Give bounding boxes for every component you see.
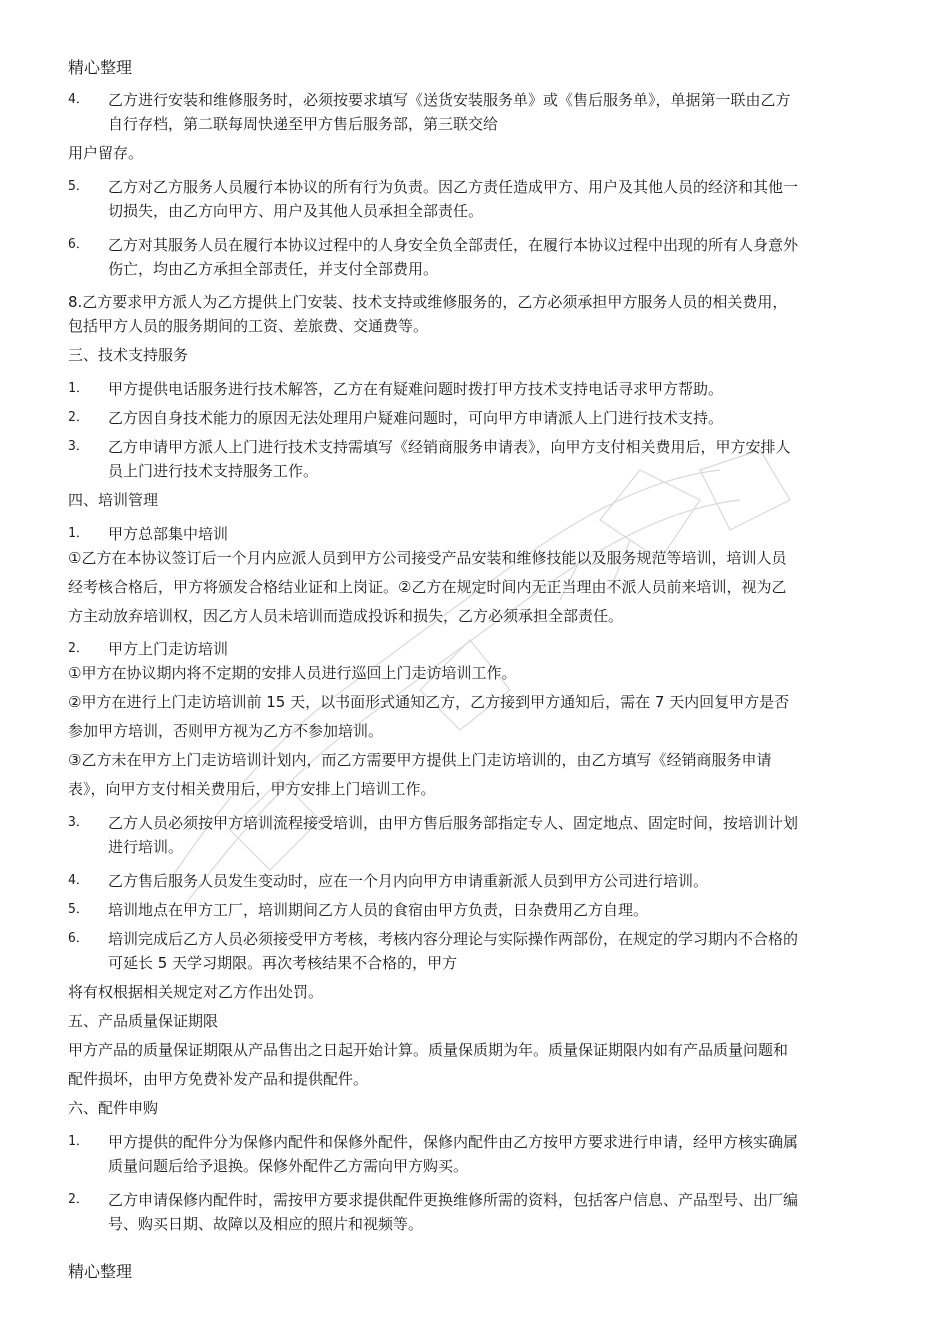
section-heading: 四、培训管理 (68, 491, 159, 509)
list-number: 1． (68, 381, 89, 396)
list-item-text: 培训地点在甲方工厂，培训期间乙方人员的食宿由甲方负责，日杂费用乙方自理。 (108, 901, 649, 919)
list-number: 2． (68, 641, 89, 656)
paragraph-text: 表》，向甲方支付相关费用后，甲方安排上门培训工作。 (68, 780, 436, 798)
list-item-text: 乙方售后服务人员发生变动时，应在一个月内向甲方申请重新派人员到甲方公司进行培训。 (108, 872, 709, 890)
list-item-text: 培训完成后乙方人员必须接受甲方考核，考核内容分理论与实际操作两部份，在规定的学习期内不合格的 (108, 930, 799, 948)
list-item-text: 乙方申请甲方派人上门进行技术支持需填写《经销商服务申请表》，向甲方支付相关费用后，甲方安排人 (108, 438, 791, 456)
list-item-text: 乙方对乙方服务人员履行本协议的所有行为负责。因乙方责任造成甲方、用户及其他人员的经济和其他一 (108, 178, 799, 196)
list-number: 4． (68, 873, 89, 888)
paragraph-text: 参加甲方培训，否则甲方视为乙方不参加培训。 (68, 722, 384, 740)
list-item-text: 员上门进行技术支持服务工作。 (108, 462, 319, 480)
list-number: 1． (68, 526, 89, 541)
list-item-text: 号、购买日期、故障以及相应的照片和视频等。 (108, 1215, 424, 1233)
list-item-text: 可延长 5 天学习期限。再次考核结果不合格的，甲方 (108, 954, 458, 972)
list-item-text: 乙方对其服务人员在履行本协议过程中的人身安全负全部责任，在履行本协议过程中出现的所有人身意外 (108, 236, 799, 254)
list-number: 2． (68, 410, 89, 425)
paragraph-text: 将有权根据相关规定对乙方作出处罚。 (68, 983, 324, 1001)
paragraph-text: 包括甲方人员的服务期间的工资、差旅费、交通费等。 (68, 317, 429, 335)
list-item-text: 乙方进行安装和维修服务时，必须按要求填写《送货安装服务单》或《售后服务单》，单据第一联由乙方 (108, 91, 791, 109)
list-number: 5． (68, 179, 89, 194)
list-number: 4． (68, 92, 89, 107)
list-item-text: 甲方总部集中培训 (108, 525, 229, 543)
paragraph-text: 8.乙方要求甲方派人为乙方提供上门安装、技术支持或维修服务的，乙方必须承担甲方服务人员的相关费用， (68, 293, 788, 311)
list-number: 1． (68, 1134, 89, 1149)
list-number: 3． (68, 815, 89, 830)
list-item-text: 甲方提供的配件分为保修内配件和保修外配件，保修内配件由乙方按甲方要求进行申请，经甲方核实确属 (108, 1133, 799, 1151)
list-item-text: 伤亡，均由乙方承担全部责任，并支付全部费用。 (108, 260, 439, 278)
list-number: 6． (68, 931, 89, 946)
paragraph-text: ②甲方在进行上门走访培训前 15 天，以书面形式通知乙方，乙方接到甲方通知后，需在 7 天内回复甲方是否 (68, 693, 790, 711)
page-footer: 精心整理 (68, 1262, 133, 1281)
list-number: 5． (68, 902, 89, 917)
paragraph-text: ①甲方在协议期内将不定期的安排人员进行巡回上门走访培训工作。 (68, 664, 517, 682)
paragraph-text: 配件损坏，由甲方免费补发产品和提供配件。 (68, 1070, 369, 1088)
list-item-text: 切损失，由乙方向甲方、用户及其他人员承担全部责任。 (108, 202, 484, 220)
paragraph-text: 甲方产品的质量保证期限从产品售出之日起开始计算。质量保质期为年。质量保证期限内如有产品质量问题和 (68, 1041, 789, 1059)
list-number: 6． (68, 237, 89, 252)
paragraph-text: 用户留存。 (68, 144, 144, 162)
section-heading: 六、配件申购 (68, 1099, 159, 1117)
paragraph-text: ③乙方未在甲方上门走访培训计划内，而乙方需要甲方提供上门走访培训的，由乙方填写《经销商服务申请 (68, 751, 772, 769)
list-item-text: 甲方提供电话服务进行技术解答，乙方在有疑难问题时拨打甲方技术支持电话寻求甲方帮助。 (108, 380, 724, 398)
list-item-text: 进行培训。 (108, 838, 184, 856)
list-item-text: 质量问题后给予退换。保修外配件乙方需向甲方购买。 (108, 1157, 469, 1175)
paragraph-text: 方主动放弃培训权，因乙方人员未培训而造成投诉和损失，乙方必须承担全部责任。 (68, 607, 624, 625)
list-item-text: 乙方人员必须按甲方培训流程接受培训，由甲方售后服务部指定专人、固定地点、固定时间，按培训计划 (108, 814, 799, 832)
list-number: 3． (68, 439, 89, 454)
list-item-text: 乙方因自身技术能力的原因无法处理用户疑难问题时，可向甲方申请派人上门进行技术支持。 (108, 409, 724, 427)
section-heading: 五、产品质量保证期限 (68, 1012, 219, 1030)
list-number: 2． (68, 1192, 89, 1207)
section-heading: 三、技术支持服务 (68, 346, 189, 364)
list-item-text: 自行存档，第二联每周快递至甲方售后服务部，第三联交给 (108, 115, 499, 133)
list-item-text: 乙方申请保修内配件时，需按甲方要求提供配件更换维修所需的资料，包括客户信息、产品型号、出厂编 (108, 1191, 799, 1209)
page-header: 精心整理 (68, 58, 133, 77)
paragraph-text: 经考核合格后，甲方将颁发合格结业证和上岗证。②乙方在规定时间内无正当理由不派人员前来培训，视为乙 (68, 578, 787, 596)
paragraph-text: ①乙方在本协议签订后一个月内应派人员到甲方公司接受产品安装和维修技能以及服务规范等培训，培训人员 (68, 549, 787, 567)
list-item-text: 甲方上门走访培训 (108, 640, 229, 658)
